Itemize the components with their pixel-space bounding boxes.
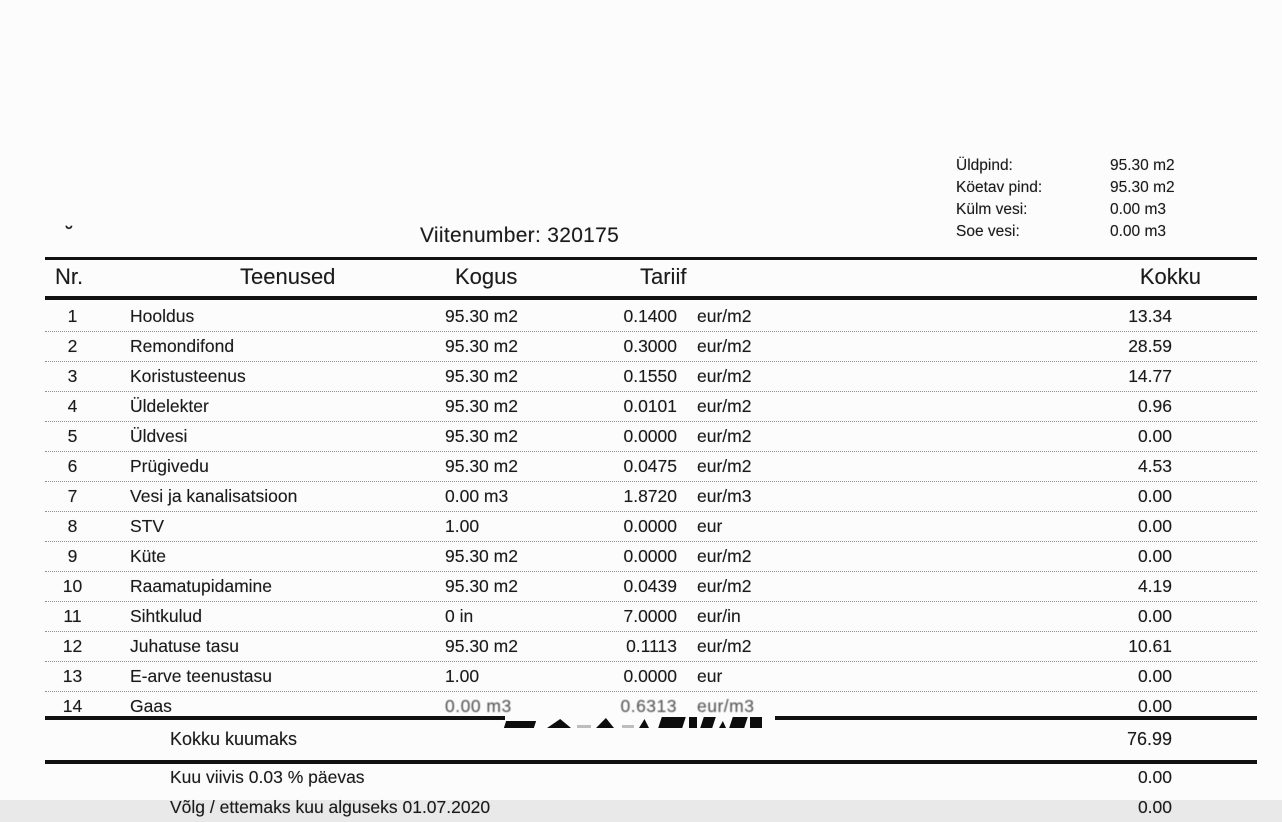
column-header-total: Kokku — [1139, 264, 1201, 289]
cell-quantity: 95.30 m2 — [445, 576, 518, 596]
cell-total: 4.19 — [1137, 576, 1172, 596]
rule-above-header — [45, 257, 1257, 260]
cell-unit: eur/m3 — [697, 696, 755, 716]
cell-service: Koristusteenus — [130, 366, 246, 386]
cell-unit: eur — [697, 516, 723, 536]
column-header-tariff: Tariif — [640, 264, 687, 289]
table-row — [45, 392, 1257, 422]
cell-tariff: 0.0000 — [623, 666, 677, 686]
cell-tariff: 7.0000 — [623, 606, 677, 626]
cell-unit: eur/m3 — [697, 486, 752, 506]
summary-label: Üldpind: — [956, 157, 1013, 174]
column-header-services: Teenused — [240, 264, 336, 289]
cell-total: 14.77 — [1128, 366, 1172, 386]
cell-tariff: 0.0475 — [623, 456, 677, 476]
cell-nr: 8 — [67, 516, 78, 536]
cell-quantity: 0 in — [445, 606, 474, 626]
cell-nr: 6 — [67, 456, 78, 476]
cell-nr: 13 — [62, 666, 83, 686]
table-row — [45, 422, 1257, 452]
cell-unit: eur/m2 — [697, 306, 752, 326]
cell-nr: 3 — [67, 366, 78, 386]
cell-tariff: 1.8720 — [623, 486, 677, 506]
cell-quantity: 95.30 m2 — [445, 636, 518, 656]
cell-tariff: 0.1113 — [626, 636, 677, 656]
cell-total: 28.59 — [1128, 336, 1172, 356]
table-row — [45, 542, 1257, 572]
cell-total: 0.00 — [1137, 666, 1172, 686]
cell-unit: eur/m2 — [697, 336, 752, 356]
cell-service: Gaas — [130, 696, 172, 716]
late-fee-row — [45, 762, 1257, 792]
cell-service: Raamatupidamine — [130, 576, 273, 596]
cell-service: Sihtkulud — [130, 606, 202, 626]
cell-quantity: 95.30 m2 — [445, 546, 518, 566]
rule-below-header — [45, 296, 1257, 300]
cell-tariff: 0.1400 — [623, 306, 677, 326]
cell-total: 4.53 — [1137, 456, 1172, 476]
cell-service: Küte — [130, 546, 166, 566]
cell-nr: 7 — [67, 486, 78, 506]
cell-nr: 2 — [67, 336, 78, 356]
cell-nr: 10 — [62, 576, 83, 596]
summary-row — [956, 177, 1175, 199]
cell-service: Üldelekter — [130, 396, 209, 416]
summary-label: Külm vesi: — [956, 201, 1028, 218]
cell-service: Hooldus — [130, 306, 195, 326]
balance-label: Võlg / ettemaks kuu alguseks 01.07.2020 — [170, 796, 491, 817]
table-row — [45, 632, 1257, 662]
cell-total: 0.00 — [1137, 606, 1172, 626]
summary-block — [956, 155, 1175, 243]
cell-total: 10.61 — [1128, 636, 1172, 656]
cell-quantity: 95.30 m2 — [445, 396, 518, 416]
subtotal-label: Kokku kuumaks — [170, 728, 298, 749]
cell-service: E-arve teenustasu — [130, 666, 273, 686]
cell-unit: eur/m2 — [697, 426, 752, 446]
cell-unit: eur — [697, 666, 723, 686]
cell-quantity: 95.30 m2 — [445, 366, 518, 386]
cell-unit: eur/in — [697, 606, 741, 626]
cell-total: 0.96 — [1137, 396, 1172, 416]
cell-total: 0.00 — [1137, 486, 1172, 506]
cell-unit: eur/m2 — [697, 396, 752, 416]
service-rows — [45, 302, 1257, 721]
summary-label: Soe vesi: — [956, 223, 1020, 240]
summary-value: 0.00 m3 — [1110, 201, 1167, 218]
table-row — [45, 482, 1257, 512]
cell-tariff: 0.0000 — [623, 516, 677, 536]
cell-tariff: 0.0439 — [623, 576, 677, 596]
cell-quantity: 95.30 m2 — [445, 306, 518, 326]
table-row — [45, 302, 1257, 332]
cell-quantity: 0.00 m3 — [445, 696, 512, 716]
table-row — [45, 662, 1257, 692]
cell-service: Vesi ja kanalisatsioon — [130, 486, 298, 506]
late-fee-label: Kuu viivis 0.03 % päevas — [170, 766, 365, 787]
cell-total: 0.00 — [1137, 546, 1172, 566]
balance-value: 0.00 — [1137, 796, 1172, 817]
table-header — [0, 264, 1282, 296]
cell-unit: eur/m2 — [697, 546, 752, 566]
cell-quantity: 95.30 m2 — [445, 426, 518, 446]
cell-tariff: 0.0101 — [623, 396, 677, 416]
summary-row — [956, 155, 1175, 177]
cell-quantity: 1.00 — [445, 666, 480, 686]
cell-nr: 12 — [62, 636, 83, 656]
cell-nr: 9 — [67, 546, 78, 566]
cell-service: Remondifond — [130, 336, 235, 356]
column-header-quantity: Kogus — [455, 264, 518, 289]
subtotal-value: 76.99 — [1126, 728, 1172, 749]
cell-tariff: 0.3000 — [623, 336, 677, 356]
summary-value: 95.30 m2 — [1110, 179, 1175, 196]
cell-nr: 4 — [67, 396, 78, 416]
cell-quantity: 95.30 m2 — [445, 456, 518, 476]
cell-unit: eur/m2 — [697, 366, 752, 386]
cell-tariff: 0.1550 — [623, 366, 677, 386]
table-row — [45, 602, 1257, 632]
cell-total: 0.00 — [1137, 426, 1172, 446]
cell-quantity: 1.00 — [445, 516, 480, 536]
cell-service: Prügivedu — [130, 456, 209, 476]
cell-tariff: 0.0000 — [623, 546, 677, 566]
table-row — [45, 512, 1257, 542]
summary-label: Köetav pind: — [956, 179, 1043, 196]
cell-tariff: 0.0000 — [623, 426, 677, 446]
cell-total: 0.00 — [1137, 696, 1172, 716]
reference-number: Viitenumber: 320175 — [420, 224, 620, 247]
summary-row — [956, 199, 1175, 221]
cell-unit: eur/m2 — [697, 576, 752, 596]
table-row — [45, 362, 1257, 392]
cell-nr: 11 — [63, 606, 82, 626]
summary-value: 95.30 m2 — [1110, 157, 1175, 174]
cell-quantity: 0.00 m3 — [445, 486, 509, 506]
cell-quantity: 95.30 m2 — [445, 336, 518, 356]
table-row — [45, 572, 1257, 602]
cell-nr: 1 — [67, 306, 78, 326]
column-header-nr: Nr. — [55, 264, 84, 289]
late-fee-value: 0.00 — [1137, 766, 1172, 787]
summary-row — [956, 221, 1175, 243]
cell-total: 0.00 — [1137, 516, 1172, 536]
cell-service: Juhatuse tasu — [130, 636, 239, 656]
cell-total: 13.34 — [1128, 306, 1172, 326]
cell-unit: eur/m2 — [697, 456, 752, 476]
balance-row — [45, 792, 1257, 822]
cell-unit: eur/m2 — [697, 636, 752, 656]
subtotal-row — [45, 718, 1257, 760]
summary-value: 0.00 m3 — [1110, 223, 1167, 240]
cell-nr: 14 — [62, 696, 83, 716]
stray-mark: ˘ — [66, 224, 73, 246]
table-row — [45, 452, 1257, 482]
cell-tariff: 0.6313 — [620, 696, 677, 716]
table-row — [45, 332, 1257, 362]
cell-service: Üldvesi — [130, 426, 188, 446]
cell-service: STV — [130, 516, 165, 536]
cell-nr: 5 — [67, 426, 78, 446]
